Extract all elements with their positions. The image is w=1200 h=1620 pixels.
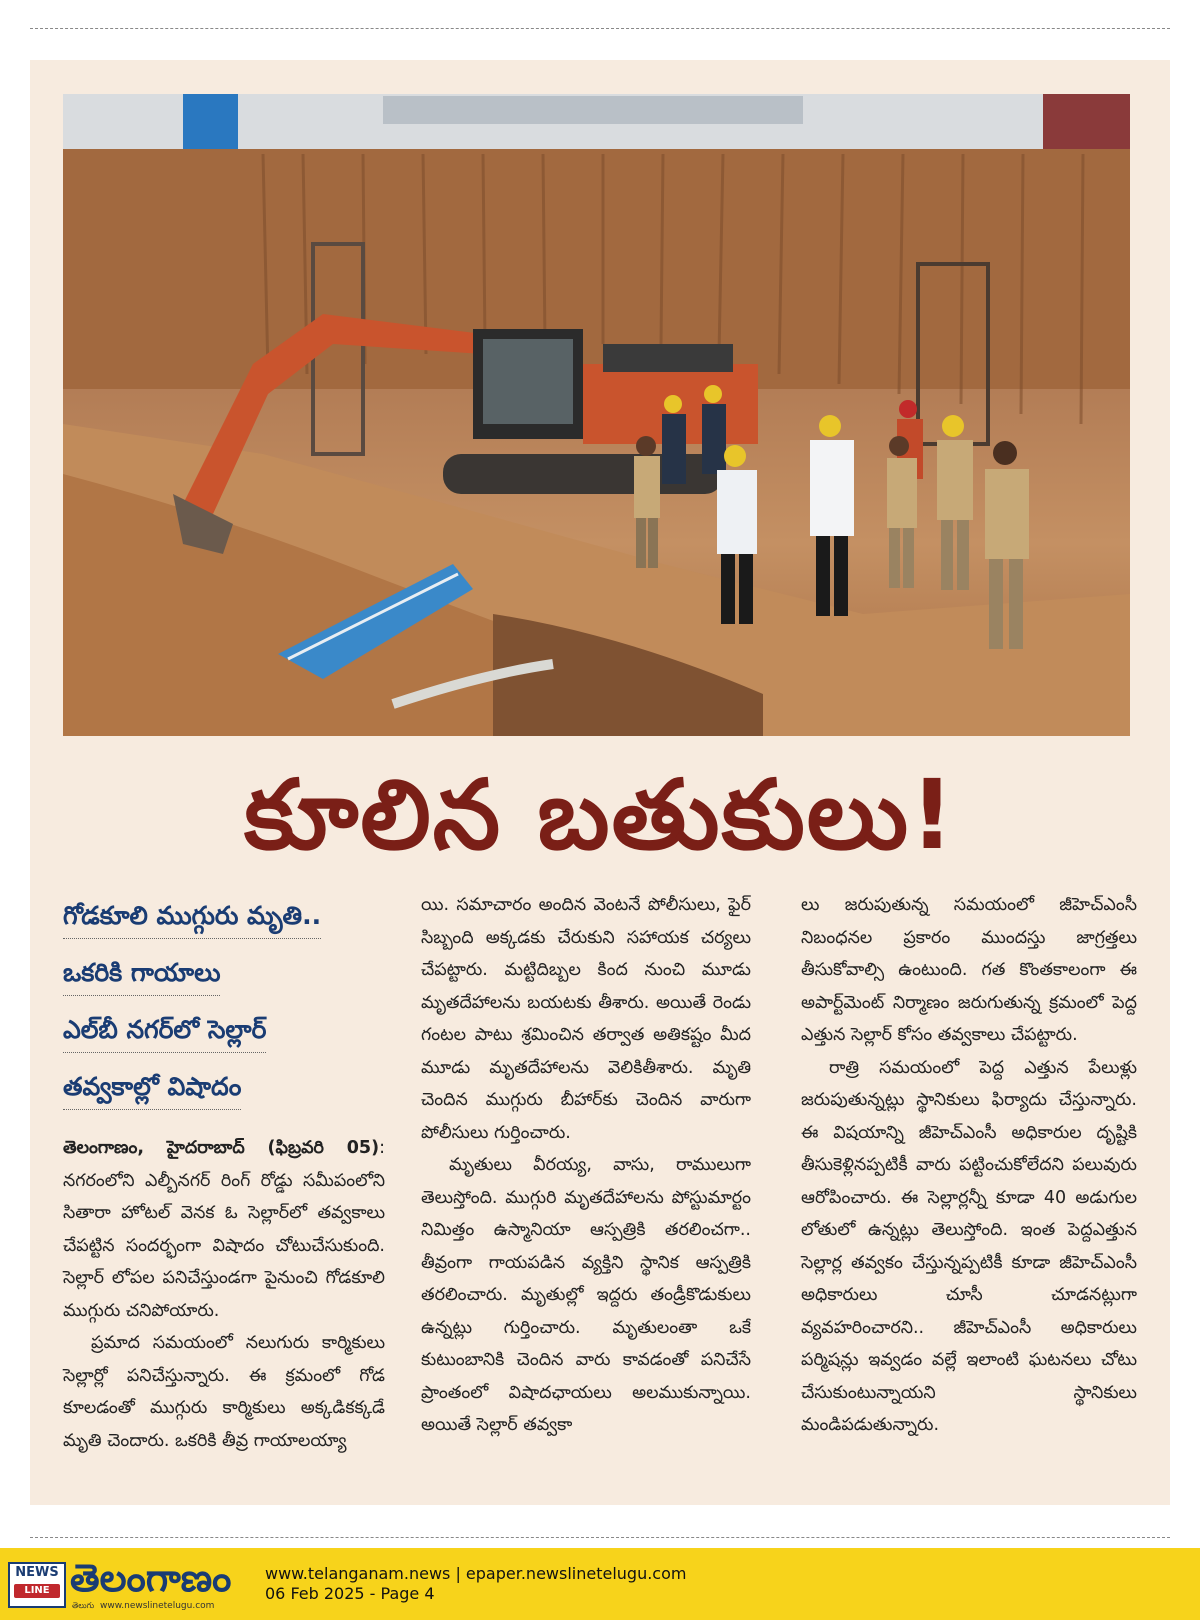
footer-info <box>265 1564 686 1604</box>
dateline: తెలంగాణం, హైదరాబాద్ (ఫిబ్రవరి 05) <box>63 1138 380 1158</box>
article-photo <box>63 94 1130 736</box>
excavation-scene-image <box>63 94 1130 736</box>
article-panel <box>30 60 1170 1505</box>
subheading-line-1: గోడకూలి ముగ్గురు మృతి.. <box>63 894 321 939</box>
subheading-line-3: ఎల్‌బీ నగర్‌లో సెల్లార్ <box>63 1008 266 1053</box>
paragraph: ప్రమాద సమయంలో నలుగురు కార్మికులు సెల్లార్లో పనిచేస్తున్నారు. ఈ క్రమంలో గోడ కూలడంతో ముగ్గురు కార్మికులు అక్కడికక్కడే మృతి చెందారు. ఒకరికి తీవ్ర గాయాలయ్యా <box>63 1333 385 1451</box>
paragraph: లు జరుపుతున్న సమయంలో జీహెచ్ఎంసీ నిబంధనల ప్రకారం ముందస్తు జాగ్రత్తలు తీసుకోవాల్సి ఉంటుంది. గత కొంతకాలంగా ఈ అపార్ట్‌మెంట్ నిర్మాణం జరుగుతున్న క్రమంలో పెద్ద ఎత్తున సెల్లార్ కోసం తవ్వకాలు చేపట్టారు. <box>801 895 1137 1045</box>
subheading-line-2: ఒకరికి గాయాలు <box>63 951 220 996</box>
paragraph: రాత్రి సమయంలో పెద్ద ఎత్తున పేలుళ్లు జరుపుతున్నట్లు స్థానికులు ఫిర్యాదు చేస్తున్నారు. ఈ విషయాన్ని జీహెచ్ఎంసీ అధికారుల దృష్టికి తీసుకెళ్లినప్పటికీ వారు పట్టించుకోలేదని పలువురు ఆరోపించారు. ఈ సెల్లార్లన్నీ కూడా 40 అడుగుల లోతులో ఉన్నట్లు తెలుస్తోంది. ఇంత పెద్దఎత్తున సెల్లార్ల తవ్వకం చేస్తున్నప్పటికీ కూడా జీహెచ్ఎంసీ అధికారులు చూసీ చూడనట్లుగా వ్యవహరించారని.. జీహెచ్ఎంసీ అధికారులు పర్మిషన్లు ఇవ్వడం వల్లే ఇలాంటి ఘటనలు చోటు చేసుకుంటున్నాయని స్థానికులు మండిపడుతున్నారు. <box>801 1057 1137 1435</box>
logo-text-news: NEWS <box>15 1565 59 1580</box>
top-cropped-text <box>30 0 430 6</box>
telanganam-logo: తెలంగాణం <box>70 1556 232 1600</box>
paragraph: మృతులు వీరయ్య, వాసు, రాములుగా తెలుస్తోంది. ముగ్గురి మృతదేహాలను పోస్టుమార్టం నిమిత్తం ఉస్మానియా ఆస్పత్రికి తరలించగా.. తీవ్రంగా గాయపడిన వ్యక్తిని స్థానిక ఆస్పత్రికి తరలించారు. మృతుల్లో ఇద్దరు తండ్రీకొడుకులు ఉన్నట్లు గుర్తించారు. మృతులంతా ఒకే కుటుంబానికి చెందిన వారు కావడంతో పనిచేసే ప్రాంతంలో విషాదఛాయలు అలముకున్నాయి. అయితే సెల్లార్ తవ్వకా <box>421 1155 751 1435</box>
subheading-line-4: తవ్వకాల్లో విషాదం <box>63 1065 241 1110</box>
lead-paragraph <box>63 1132 385 1327</box>
bottom-divider <box>30 1537 1170 1538</box>
footer-urls[interactable]: www.telanganam.news | epaper.newslinetelugu.com <box>265 1564 687 1583</box>
article-column-1 <box>63 890 385 1457</box>
footer-bar <box>0 1548 1200 1620</box>
brand-url: www.newslinetelugu.com <box>100 1601 215 1611</box>
article-column-3 <box>801 889 1137 1442</box>
logo-text-line: LINE <box>14 1584 60 1598</box>
subheading-block <box>63 890 385 1118</box>
headline: కూలిన బతుకులు! <box>244 759 956 871</box>
top-divider <box>30 28 1170 29</box>
article-column-2 <box>421 889 751 1442</box>
footer-date-page: 06 Feb 2025 - Page 4 <box>265 1584 435 1603</box>
paragraph: యి. సమాచారం అందిన వెంటనే పోలీసులు, ఫైర్ సిబ్బంది అక్కడకు చేరుకుని సహాయక చర్యలు చేపట్టారు. మట్టిదిబ్బల కింద నుంచి మూడు మృతదేహాలను బయటకు తీశారు. అయితే రెండు గంటల పాటు శ్రమించిన తర్వాత అతికష్టం మీద మూడు మృతదేహాలను వెలికితీశారు. మృతి చెందిన ముగ్గురు బీహార్‌కు చెందిన వారుగా పోలీసులు గుర్తించారు. <box>421 895 751 1143</box>
newsline-logo <box>8 1562 66 1608</box>
brand-small-text: తెలుగు <box>72 1601 95 1610</box>
lead-text: : నగరంలోని ఎల్బీనగర్ రింగ్ రోడ్డు సమీపంలోని సితారా హోటల్ వెనక ఓ సెల్లార్‌లో తవ్వకాలు చేపట్టిన సందర్భంగా విషాదం చోటుచేసుకుంది. సెల్లార్ లోపల పనిచేస్తుండగా పైనుంచి గోడకూలి ముగ్గురు చనిపోయారు. <box>63 1138 385 1321</box>
